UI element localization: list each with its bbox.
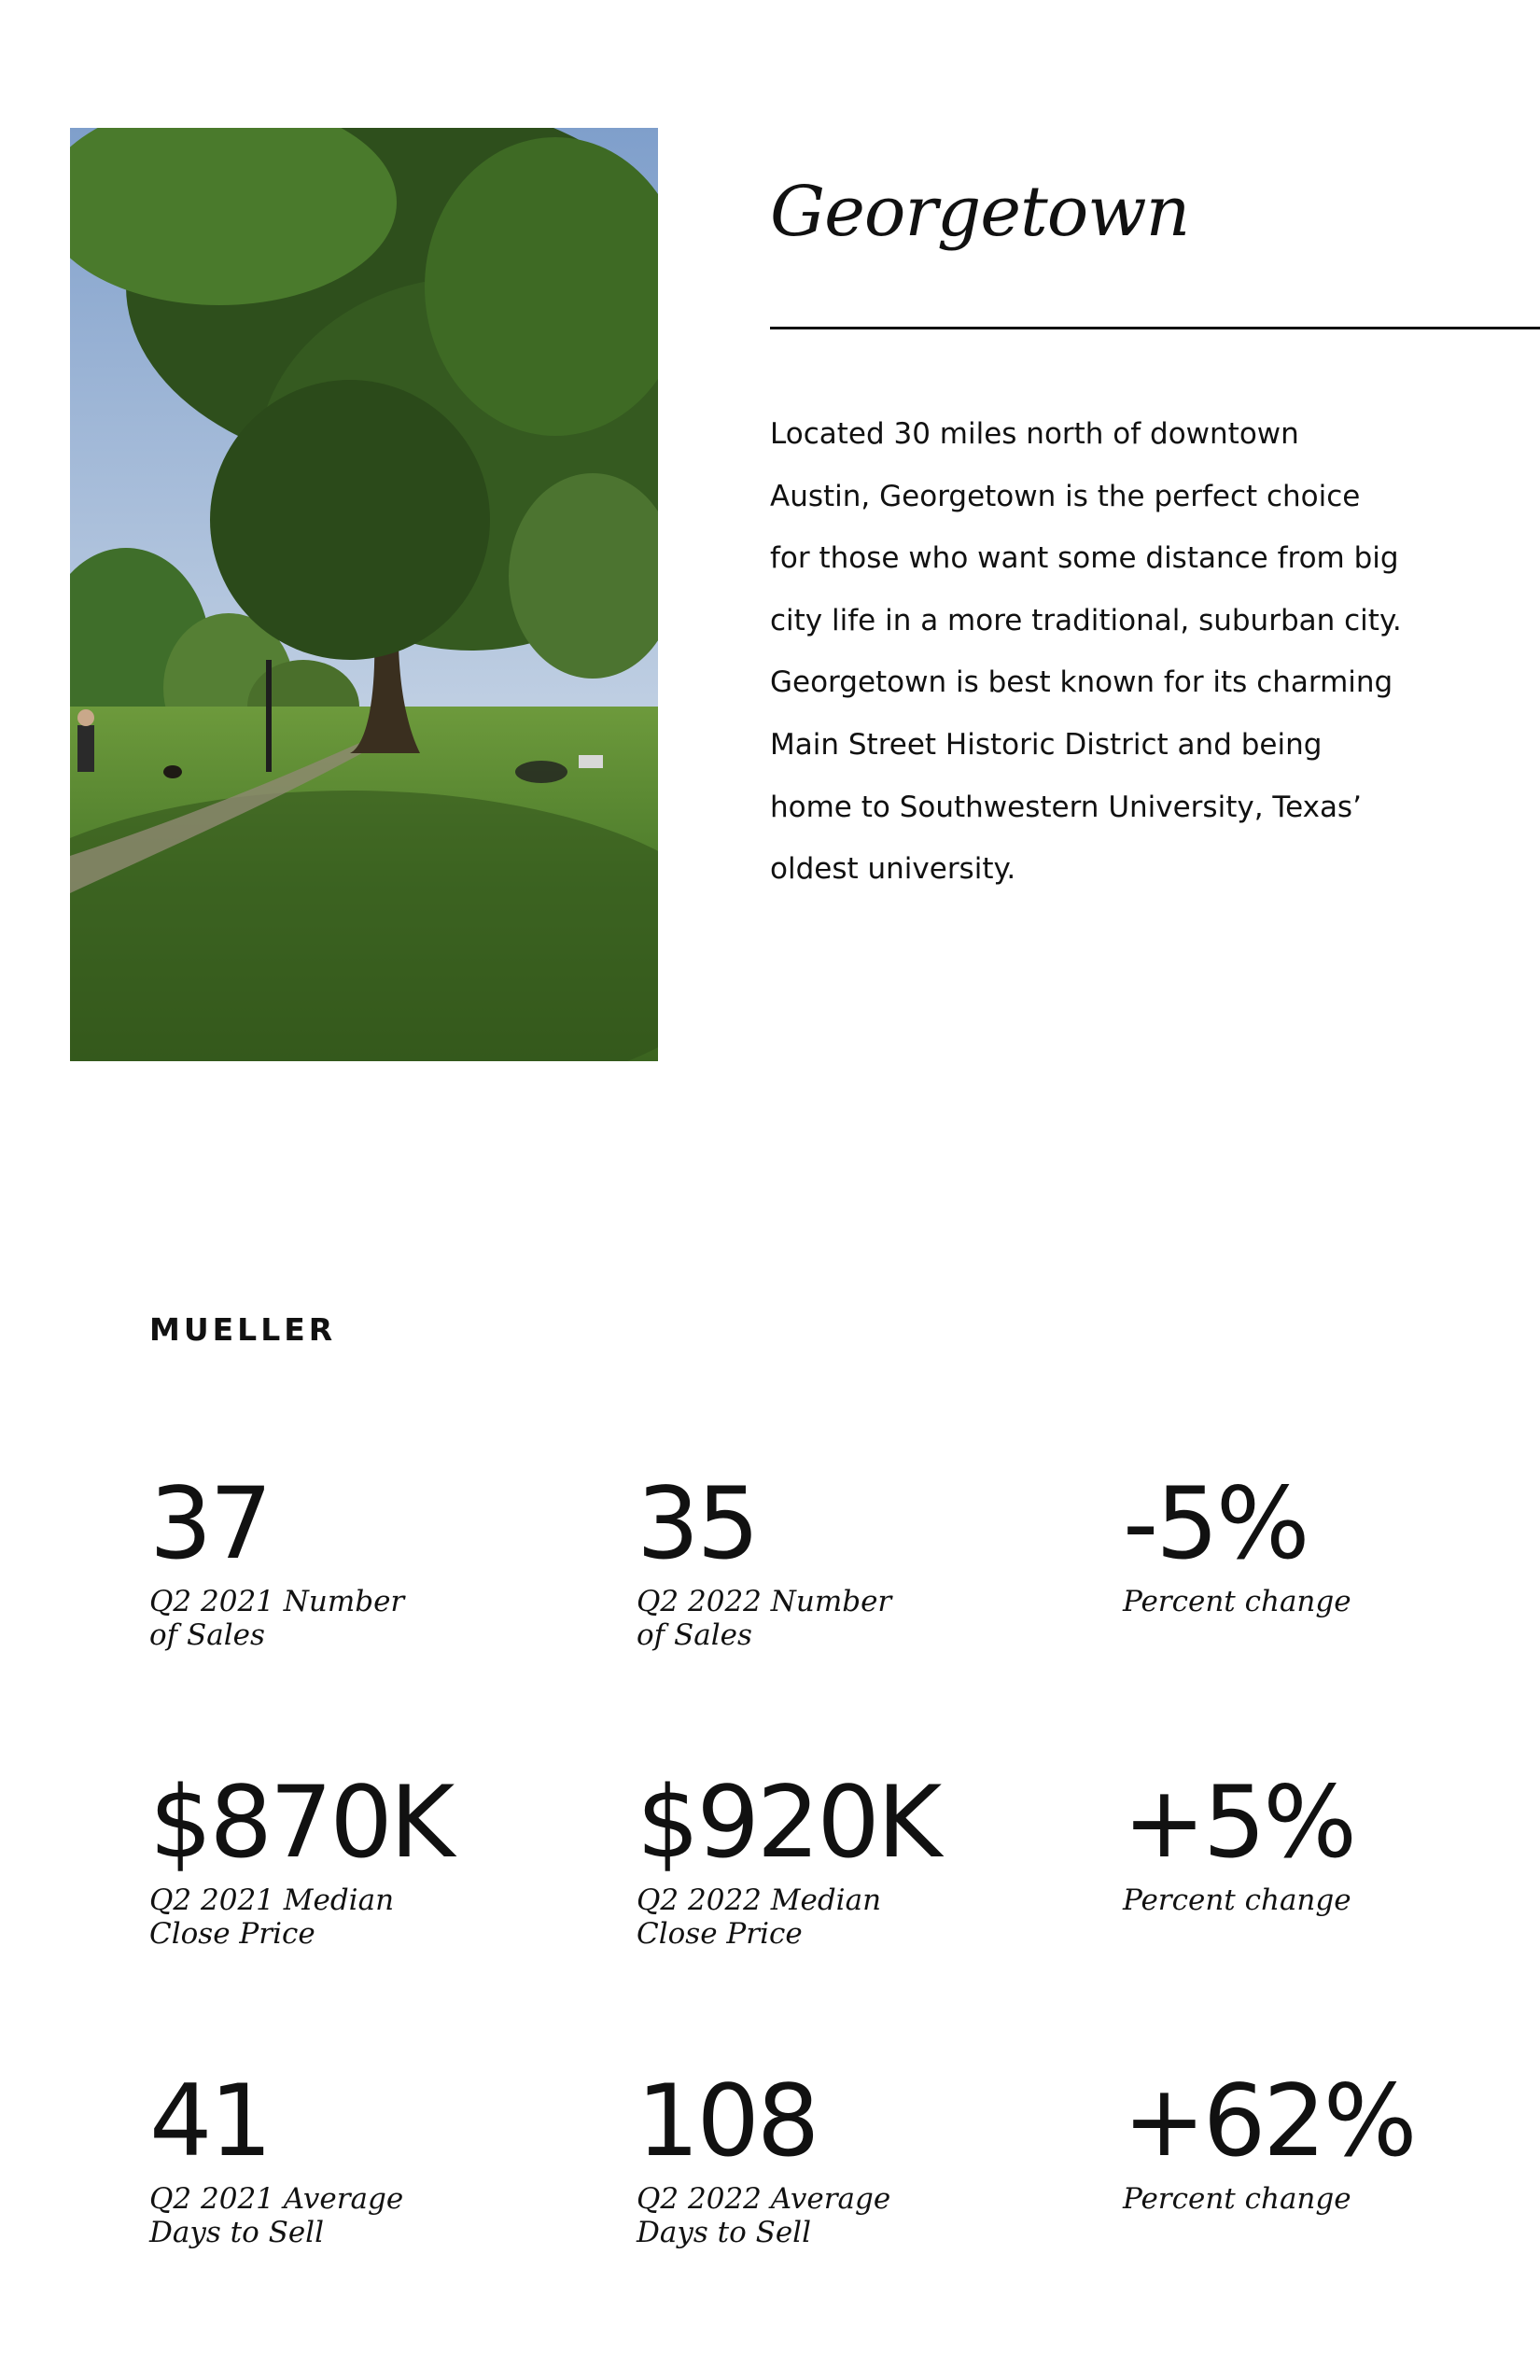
description-line: Located 30 miles north of downtown <box>770 417 1299 451</box>
section-label: MUELLER <box>149 1311 337 1348</box>
page-title: Georgetown <box>770 172 1190 252</box>
stat-label: Q2 2022 Number of Sales <box>637 1585 892 1652</box>
stat-value: -5% <box>1123 1466 1308 1581</box>
stat-value: 108 <box>637 2064 818 2178</box>
description-line: Austin, Georgetown is the perfect choice <box>770 479 1361 513</box>
description-line: oldest university. <box>770 852 1016 887</box>
stat-value: $920K <box>637 1765 940 1880</box>
description-line: city life in a more traditional, suburban city. <box>770 603 1402 637</box>
stat-days-2022 <box>637 2064 1085 2249</box>
stat-sales-change <box>1123 1466 1540 1618</box>
stat-value: $870K <box>149 1765 453 1880</box>
stat-price-change <box>1123 1765 1540 1917</box>
stat-value: 41 <box>149 2064 270 2178</box>
stat-label: Q2 2021 Median Close Price <box>149 1883 395 1951</box>
description-line: Main Street Historic District and being <box>770 727 1323 762</box>
stat-value: +62% <box>1123 2064 1415 2178</box>
stat-days-2021 <box>149 2064 597 2249</box>
description-line: for those who want some distance from big <box>770 541 1399 576</box>
stat-label: Q2 2022 Average Days to Sell <box>637 2182 891 2249</box>
stat-price-2021 <box>149 1765 597 1951</box>
stat-price-2022 <box>637 1765 1085 1951</box>
title-divider <box>770 327 1540 329</box>
stat-label: Q2 2021 Number of Sales <box>149 1585 405 1652</box>
description <box>770 403 1402 901</box>
stat-value: 35 <box>637 1466 757 1581</box>
stat-sales-2022 <box>637 1466 1085 1652</box>
stat-value: +5% <box>1123 1765 1354 1880</box>
stat-days-change <box>1123 2064 1540 2216</box>
stat-label: Q2 2022 Median Close Price <box>637 1883 882 1951</box>
stat-label: Percent change <box>1123 1585 1351 1618</box>
stat-value: 37 <box>149 1466 270 1581</box>
stat-label: Percent change <box>1123 1883 1351 1917</box>
description-line: Georgetown is best known for its charming <box>770 665 1393 700</box>
park-tree-photo-icon <box>70 128 658 1061</box>
stat-label: Percent change <box>1123 2182 1351 2216</box>
stat-label: Q2 2021 Average Days to Sell <box>149 2182 404 2249</box>
description-line: home to Southwestern University, Texas’ <box>770 790 1362 824</box>
park-photo <box>70 128 658 1061</box>
stat-sales-2021 <box>149 1466 597 1652</box>
